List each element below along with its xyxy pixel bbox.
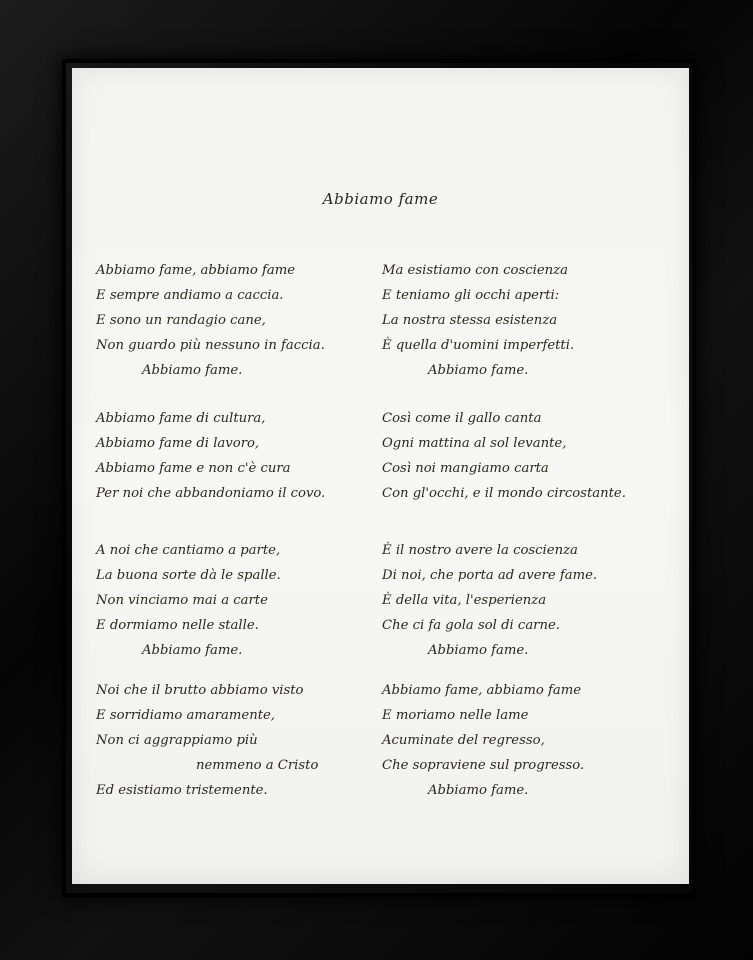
- poem-line: Ma esistiamo con coscienza: [382, 263, 568, 278]
- refrain-line: Abbiamo fame.: [142, 643, 243, 658]
- poem-line: Abbiamo fame di lavoro,: [96, 436, 260, 451]
- poem-line: Acuminate del regresso,: [382, 733, 545, 748]
- poem-line: Abbiamo fame di cultura,: [96, 411, 266, 426]
- poem-line: Che sopraviene sul progresso.: [382, 758, 585, 773]
- refrain-line: Abbiamo fame.: [142, 363, 243, 378]
- poem-line: A noi che cantiamo a parte,: [96, 543, 281, 558]
- poem-line: Con gl'occhi, e il mondo circostante.: [382, 486, 626, 501]
- poem-line: E sono un randagio cane,: [96, 313, 266, 328]
- poem-line: Per noi che abbandoniamo il covo.: [96, 486, 326, 501]
- poem-line: È il nostro avere la coscienza: [382, 543, 578, 558]
- poem-line: E dormiamo nelle stalle.: [96, 618, 259, 633]
- left-stanza-3: [96, 538, 381, 663]
- refrain-line: Abbiamo fame.: [428, 783, 529, 798]
- poem-line: Ed esistiamo tristemente.: [96, 783, 268, 798]
- poem-line: Noi che il brutto abbiamo visto: [96, 683, 304, 698]
- poem-line: Così come il gallo canta: [382, 411, 542, 426]
- left-stanza-2: [96, 406, 381, 506]
- poem-line: E moriamo nelle lame: [382, 708, 529, 723]
- right-stanza-2: [382, 406, 682, 506]
- right-stanza-1: [382, 258, 682, 383]
- poem-line: Abbiamo fame, abbiamo fame: [382, 683, 582, 698]
- poem-line: Che ci fa gola sol di carne.: [382, 618, 560, 633]
- handwritten-page: [72, 68, 689, 884]
- right-stanza-3: [382, 538, 682, 663]
- refrain-line: Abbiamo fame.: [428, 643, 529, 658]
- poem-line: È della vita, l'esperienza: [382, 593, 547, 608]
- poem-line: nemmeno a Cristo: [196, 758, 319, 773]
- left-stanza-4: [96, 678, 381, 803]
- poem-line: La nostra stessa esistenza: [382, 313, 558, 328]
- poem-line: Non ci aggrappiamo più: [96, 733, 258, 748]
- poem-line: Non guardo più nessuno in faccia.: [96, 338, 325, 353]
- right-stanza-4: [382, 678, 682, 803]
- poem-line: Abbiamo fame e non c'è cura: [96, 461, 291, 476]
- poem-line: Così noi mangiamo carta: [382, 461, 549, 476]
- poem-line: E sorridiamo amaramente,: [96, 708, 276, 723]
- refrain-line: Abbiamo fame.: [428, 363, 529, 378]
- poem-line: Di noi, che porta ad avere fame.: [382, 568, 598, 583]
- poem-line: E teniamo gli occhi aperti:: [382, 288, 560, 303]
- poem-title: Abbiamo fame: [322, 190, 439, 208]
- poem-line: E sempre andiamo a caccia.: [96, 288, 284, 303]
- poem-line: È quella d'uomini imperfetti.: [382, 338, 575, 353]
- poem-line: La buona sorte dà le spalle.: [96, 568, 281, 583]
- left-stanza-1: [96, 258, 381, 383]
- poem-line: Abbiamo fame, abbiamo fame: [96, 263, 296, 278]
- poem-line: Ogni mattina al sol levante,: [382, 436, 567, 451]
- poem-line: Non vinciamo mai a carte: [96, 593, 268, 608]
